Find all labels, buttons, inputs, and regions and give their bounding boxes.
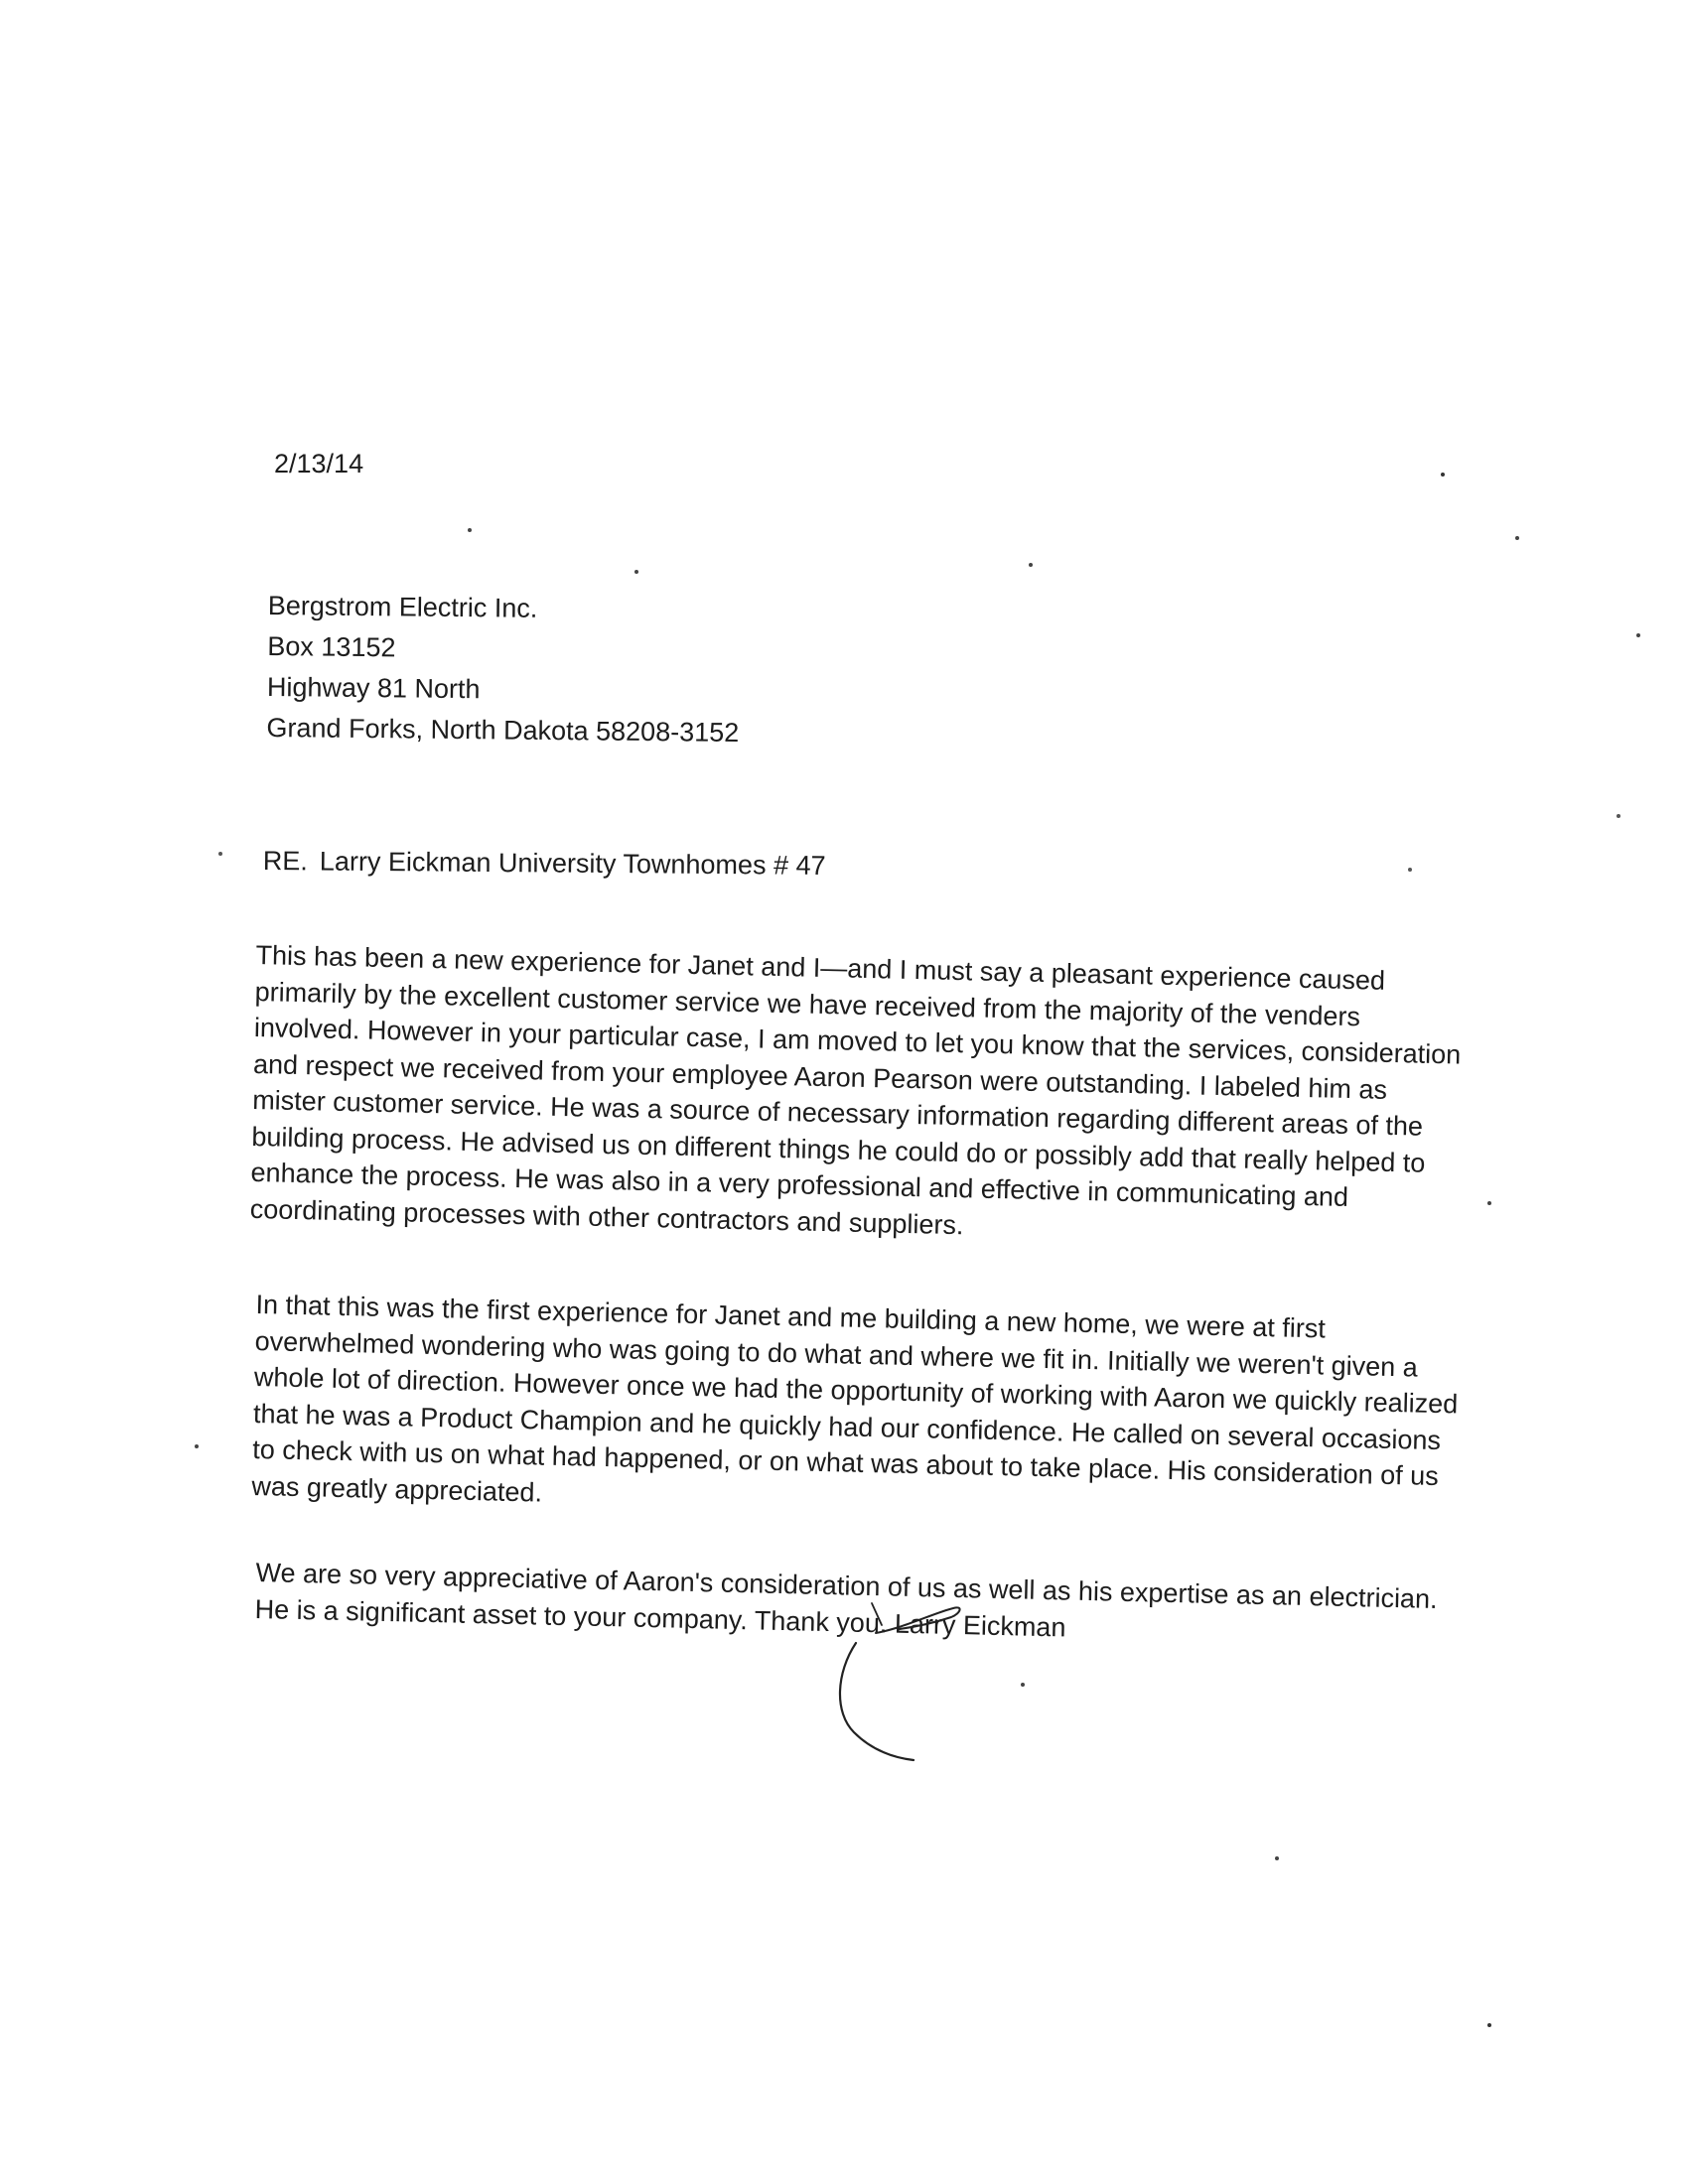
paragraph-2: In that this was the first experience for Janet and me building a new home, we were at first overwhelmed wondering who was going to do what and where we fit in. Initially we weren't given a whole lot of direction. However once we had the opportunity of working with Aaron we quickly realized that he was a Product Champion and he quickly had our confidence. He called on several occasions to check with us on what had happened, or on what was about to take place. His consideration of us was greatly appreciated. xyxy=(251,1289,1459,1508)
recipient-box: Box 13152 xyxy=(267,630,396,663)
re-line xyxy=(263,846,826,882)
letter-date: 2/13/14 xyxy=(274,449,364,478)
recipient-address xyxy=(266,586,740,753)
re-subject: Larry Eickman University Townhomes # 47 xyxy=(319,846,826,881)
recipient-city: Grand Forks, North Dakota 58208-3152 xyxy=(266,712,740,748)
recipient-street: Highway 81 North xyxy=(266,671,481,705)
recipient-company: Bergstrom Electric Inc. xyxy=(267,590,538,623)
paragraph-1: This has been a new experience for Janet and I—and I must say a pleasant experience caused primarily by the excellent customer service we have received from the majority of the venders involved. However in your particular case, I am moved to let you know that the services, consideration and respect we received from your employee Aaron Pearson were outstanding. I labeled him as mister customer service. He was a source of necessary information regarding different areas of the building process. He advised us on different things he could do or possibly add that really helped to enhance the process. He was also in a very professional and effective in communicating and coordinating processes with other contractors and suppliers. xyxy=(249,939,1462,1240)
paragraph-3: We are so very appreciative of Aaron's consideration of us as well as his expertise as an electrician. He is a significant asset to your company. Thank you. Larry Eickman xyxy=(254,1557,1438,1643)
handwritten-signature xyxy=(814,1583,1013,1782)
re-label: RE. xyxy=(262,846,309,877)
